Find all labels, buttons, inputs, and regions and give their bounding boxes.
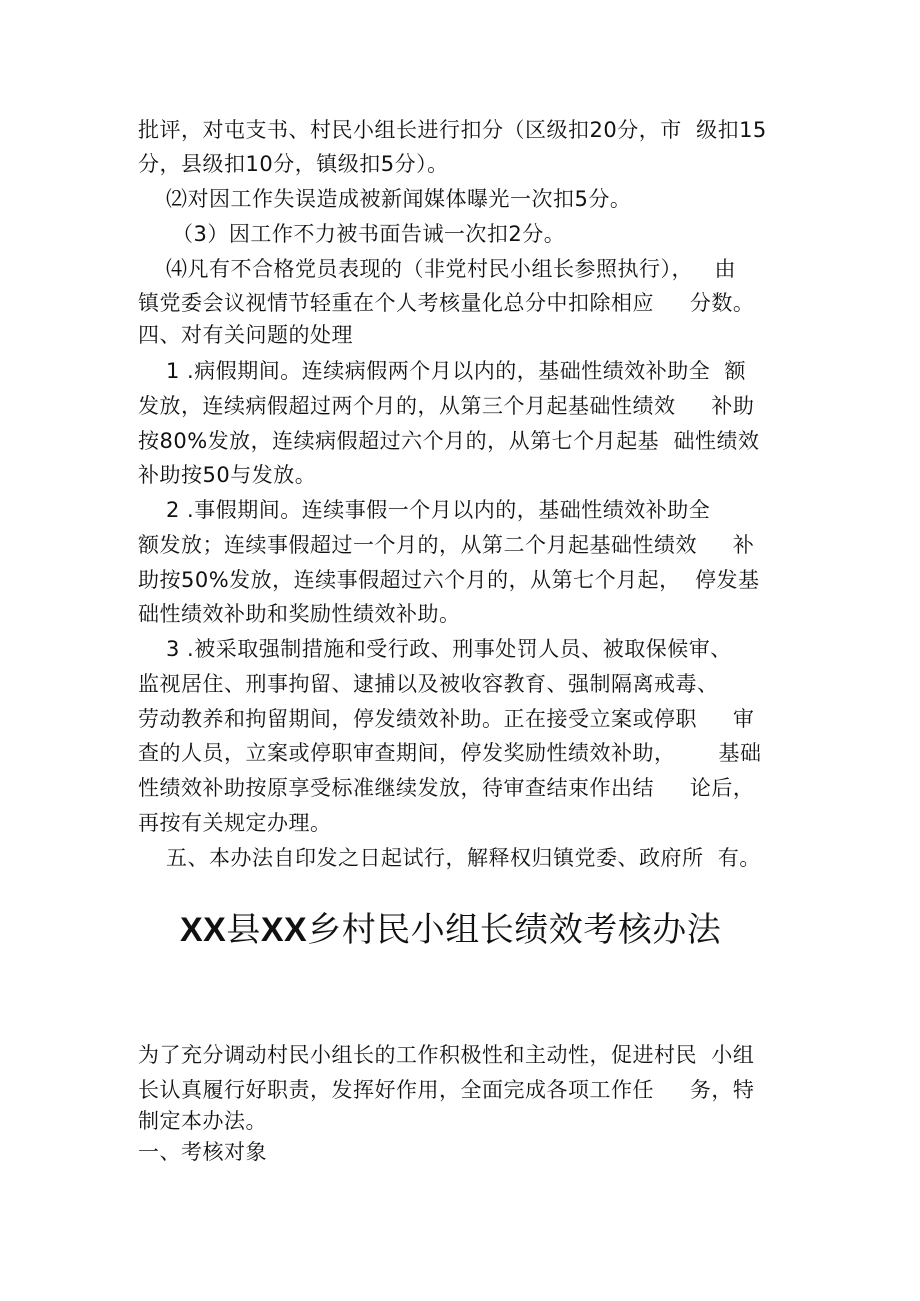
title-part: XX [180,911,227,949]
paragraph-line: 发放，连续病假超过两个月的，从第三个月起基础性绩效 补助 [138,394,755,418]
paragraph-line: 查的人员，立案或停职审查期间，停发奖励性绩效补助， 基础 [138,741,762,765]
paragraph-line: （3）因工作不力被书面告诫一次扣2分。 [172,222,566,246]
paragraph-line: 劳动教养和拘留期间，停发绩效补助。正在接受立案或停职 审 [138,707,755,731]
paragraph-line: 补助按50与发放。 [138,463,317,487]
title-part: 乡村民小组长绩效考核办法 [307,910,722,950]
paragraph-line: 批评，对屯支书、村民小组长进行扣分（区级扣20分，市 级扣15 [138,118,767,142]
title-part: XX [260,911,308,949]
section-heading: 一、考核对象 [138,1140,267,1164]
paragraph-line: ⑵对因工作失误造成被新闻媒体曝光一次扣5分。 [166,187,632,211]
paragraph-line: 1 .病假期间。连续病假两个月以内的，基础性绩效补助全 额 [166,359,747,383]
paragraph-line: 额发放；连续事假超过一个月的，从第二个月起基础性绩效 补 [138,533,755,557]
paragraph-line: 助按50%发放，连续事假超过六个月的，从第七个月起， 停发基 [138,568,760,592]
document-title [180,905,721,955]
paragraph-line: 长认真履行好职责，发挥好作用，全面完成各项工作任 务，特 [138,1078,755,1102]
paragraph-line: 分，县级扣10分，镇级扣5分）。 [138,152,449,176]
paragraph-line: 制定本办法。 [138,1109,267,1133]
paragraph-line: ⑷凡有不合格党员表现的（非党村民小组长参照执行）， 由 [166,257,737,281]
paragraph-line: 镇党委会议视情节轻重在个人考核量化总分中扣除相应 分数。 [138,291,755,315]
paragraph-line: 3 .被采取强制措施和受行政、刑事处罚人员、被取保候审、 [166,637,732,661]
paragraph-line: 按80%发放，连续病假超过六个月的，从第七个月起基 础性绩效 [138,429,760,453]
paragraph-line: 础性绩效补助和奖励性绩效补助。 [138,602,461,626]
paragraph-line: 再按有关规定办理。 [138,811,332,835]
section-heading: 四、对有关问题的处理 [138,323,353,347]
paragraph-line: 性绩效补助按原享受标准继续发放，待审查结束作出结 论后， [138,776,755,800]
paragraph-line: 监视居住、刑事拘留、逮捕以及被收容教育、强制隔离戒毒、 [138,672,719,696]
paragraph-line: 2 .事假期间。连续事假一个月以内的，基础性绩效补助全 [166,498,711,522]
title-part: 县 [226,910,261,950]
paragraph-line: 为了充分调动村民小组长的工作积极性和主动性，促进村民 小组 [138,1043,755,1067]
paragraph-line: 五、本办法自印发之日起试行，解释权归镇党委、政府所 有。 [166,846,761,870]
